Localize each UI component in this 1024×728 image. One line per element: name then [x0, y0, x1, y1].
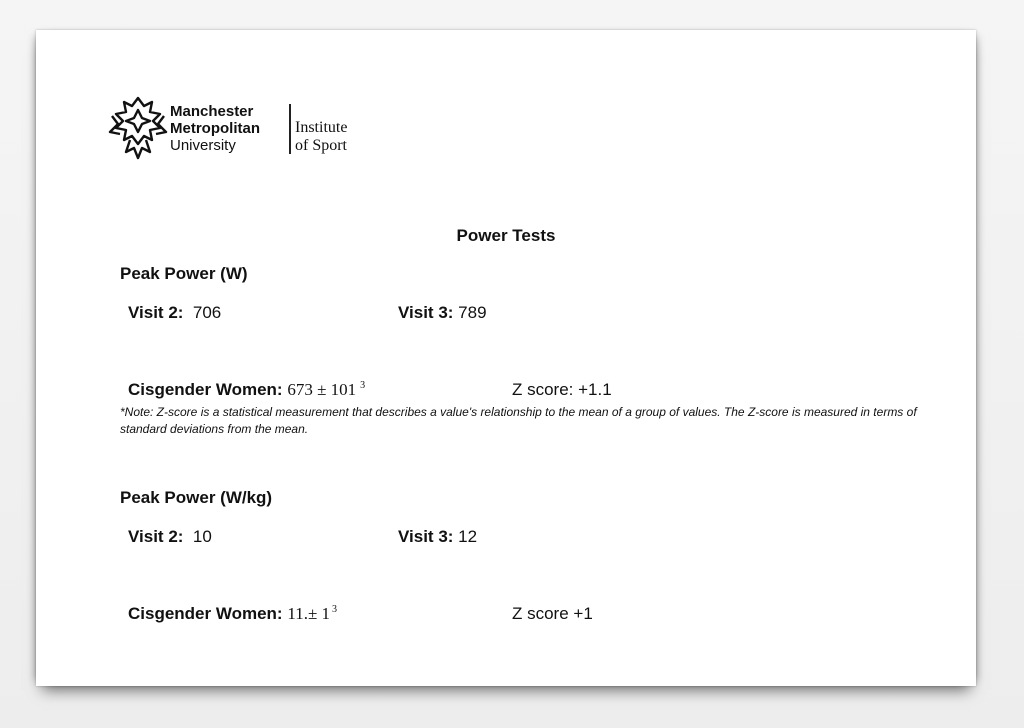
zscore-wkg: Z score +1 [512, 604, 593, 623]
university-crest-icon [106, 96, 170, 162]
visit2-value: 10 [192, 527, 212, 546]
visit2-row-w [128, 303, 221, 323]
visit2-value: 706 [192, 303, 222, 322]
institute-line1: Institute [295, 119, 348, 136]
university-name [170, 103, 260, 154]
reference-value: 673 ± 101 [287, 380, 357, 399]
reference-row-w [128, 380, 365, 400]
visit2-label: Visit 2: [128, 527, 184, 546]
visit3-value: 12 [458, 527, 478, 546]
university-name-line3: University [170, 137, 236, 154]
section-heading-peak-power-wkg: Peak Power (W/kg) [120, 488, 273, 507]
reference-value: 11.± 1 [287, 604, 331, 623]
page-title: Power Tests [456, 226, 556, 245]
visit2-label: Visit 2: [128, 303, 184, 322]
reference-label: Cisgender Women: [128, 604, 283, 623]
institute-line2: of Sport [295, 137, 347, 154]
zscore-note: *Note: Z-score is a statistical measurement that describes a value's relationship to the mean of a group of values. The Z-score is measured in terms of standard deviations from the mean. [120, 405, 917, 436]
visit3-value: 789 [458, 303, 487, 322]
visit3-label: Visit 3: [398, 303, 454, 322]
visit2-row-wkg [128, 527, 212, 547]
institute-name [295, 119, 347, 155]
section-heading-peak-power-w: Peak Power (W) [120, 264, 248, 283]
visit3-row-w [398, 303, 487, 323]
document-sheet [36, 30, 976, 686]
reference-superscript: 3 [360, 380, 366, 391]
university-logo [106, 96, 406, 166]
visit3-row-wkg [398, 527, 477, 547]
university-name-line1: Manchester [170, 103, 254, 120]
logo-divider [289, 104, 291, 154]
visit3-label: Visit 3: [398, 527, 454, 546]
reference-superscript: 3 [332, 604, 338, 615]
reference-label: Cisgender Women: [128, 380, 283, 399]
university-name-line2: Metropolitan [170, 120, 260, 137]
reference-row-wkg [128, 604, 337, 624]
zscore-w: Z score: +1.1 [512, 380, 612, 399]
